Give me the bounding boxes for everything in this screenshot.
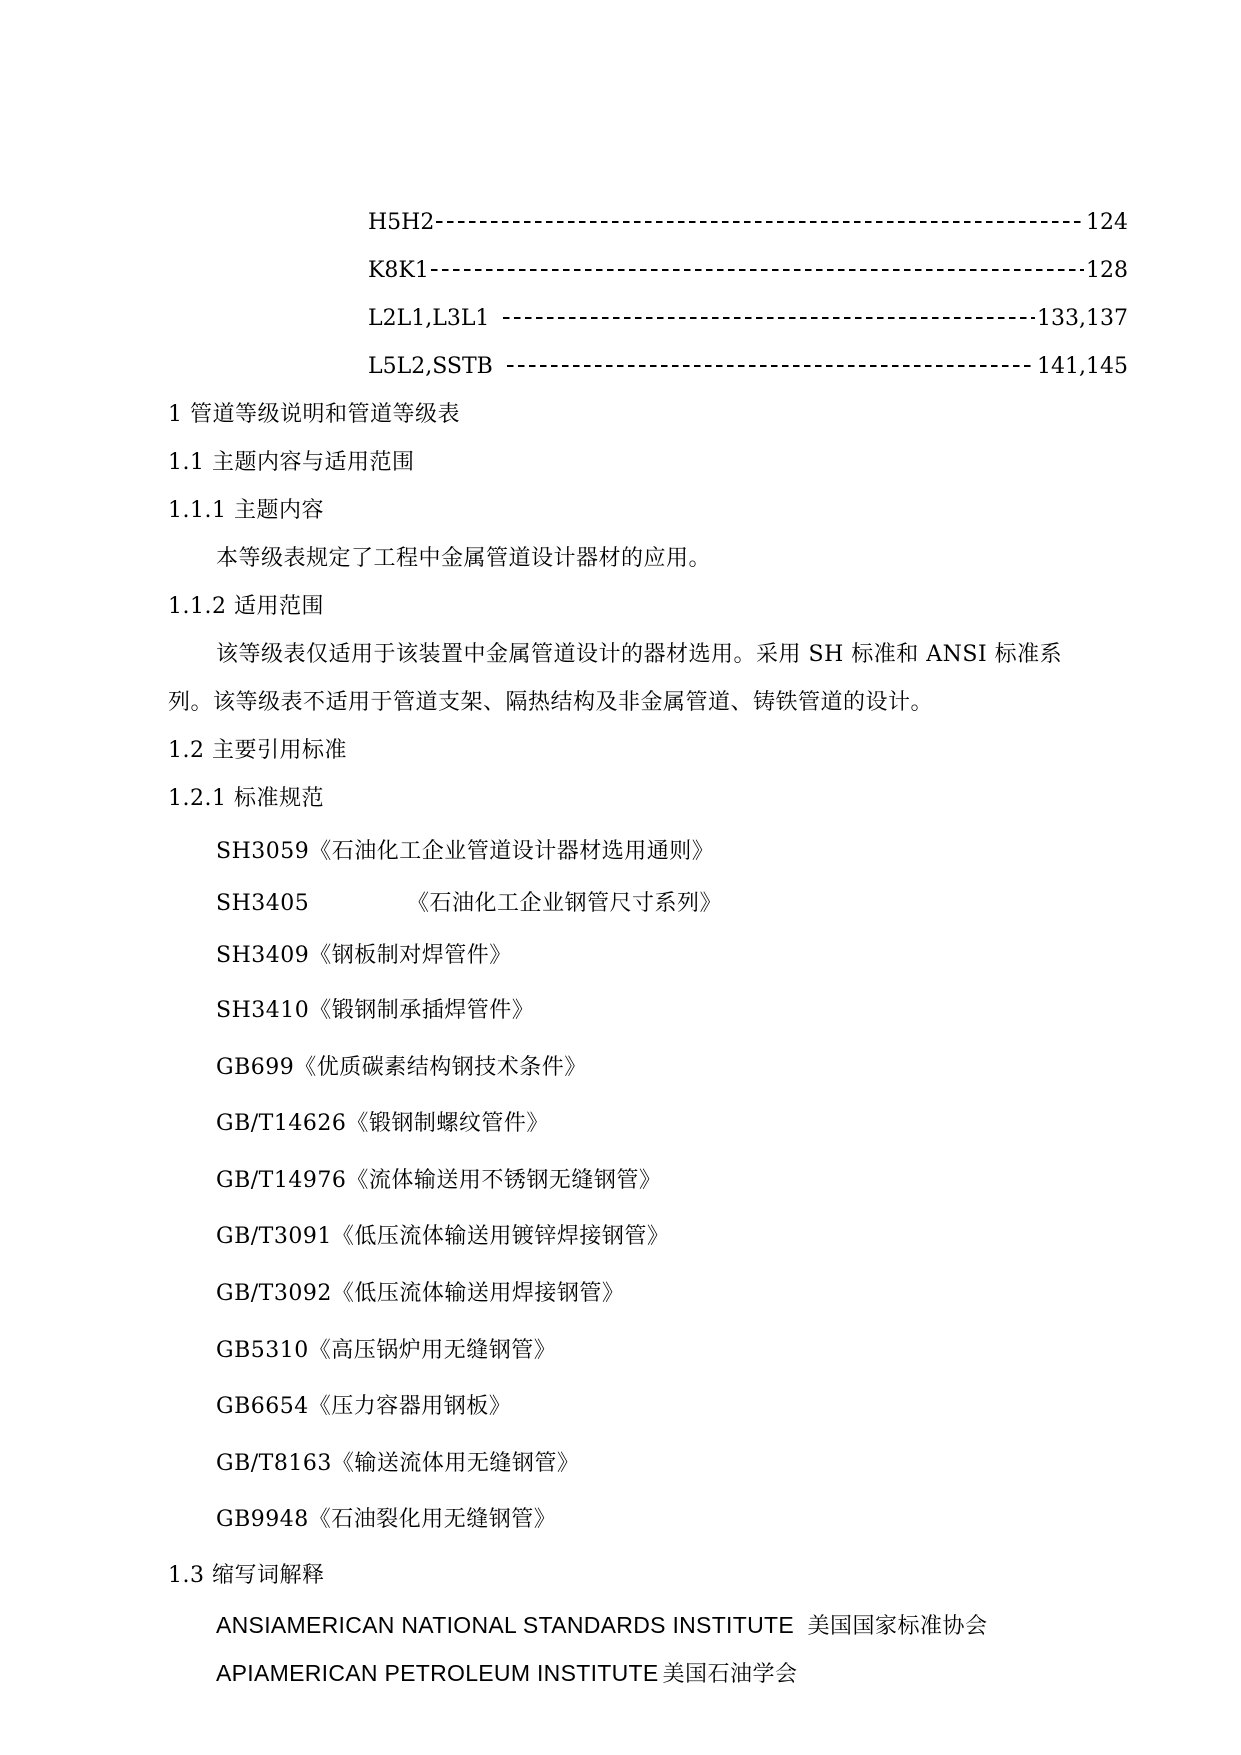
toc-entry-page: 128 (1086, 257, 1128, 283)
section-heading-1-3: 1.3 缩写词解释 (168, 1563, 325, 1588)
toc-leader-dashes (431, 269, 1084, 271)
standard-item (216, 1336, 556, 1366)
standard-code: SH3410 (216, 998, 310, 1023)
section-heading-1-2: 1.2 主要引用标准 (168, 738, 347, 763)
standard-code: GB9948 (216, 1507, 309, 1532)
standard-code: GB/T14626 (216, 1111, 347, 1136)
standard-title: 《锻钢制螺纹管件》 (346, 1111, 549, 1136)
standard-title: 《高压锅炉用无缝钢管》 (308, 1338, 557, 1363)
toc-entry-label: L5L2,SSTB (368, 353, 493, 379)
standard-item (216, 996, 534, 1026)
toc-leader-dashes (503, 317, 1035, 319)
section-heading-1-1: 1.1 主题内容与适用范围 (168, 450, 415, 475)
standard-title: 《石油裂化用无缝钢管》 (308, 1507, 557, 1532)
standard-item (216, 1222, 669, 1252)
toc-entry-label: H5H2 (368, 209, 435, 235)
toc-entry[interactable] (368, 207, 1128, 237)
standard-item (216, 1505, 556, 1535)
standard-item (216, 837, 714, 867)
standard-title: 《低压流体输送用镀锌焊接钢管》 (331, 1224, 670, 1249)
standard-code: SH3059 (216, 839, 310, 864)
standard-code: GB5310 (216, 1338, 309, 1363)
standard-item (216, 941, 512, 971)
standard-item (216, 889, 722, 919)
standard-title: 《压力容器用钢板》 (308, 1394, 512, 1419)
standard-code: GB699 (216, 1055, 295, 1080)
abbreviation-term: ANSIAMERICAN NATIONAL STANDARDS INSTITUTE (216, 1612, 794, 1638)
toc-entry[interactable] (368, 255, 1128, 285)
paragraph-scope-line-2: 列。该等级表不适用于管道支架、隔热结构及非金属管道、铸铁管道的设计。 (168, 690, 934, 715)
toc-entry-page: 133,137 (1037, 305, 1128, 331)
standard-title: 《低压流体输送用焊接钢管》 (331, 1281, 625, 1306)
toc-entry[interactable] (368, 303, 1128, 333)
standard-title: 《石油化工企业管道设计器材选用通则》 (309, 839, 715, 864)
abbreviation-meaning: 美国石油学会 (662, 1662, 798, 1687)
toc-entry-label: L2L1,L3L1 (368, 305, 490, 331)
section-heading-1: 1 管道等级说明和管道等级表 (168, 402, 460, 427)
abbreviation-item (216, 1610, 988, 1642)
standard-title: 《钢板制对焊管件》 (309, 943, 512, 968)
standard-title: 《输送流体用无缝钢管》 (331, 1451, 580, 1476)
standard-title: 《流体输送用不锈钢无缝钢管》 (346, 1168, 662, 1193)
toc-entry-page: 124 (1086, 209, 1128, 235)
standard-title: 《锻钢制承插焊管件》 (309, 998, 535, 1023)
paragraph-subject-content: 本等级表规定了工程中金属管道设计器材的应用。 (216, 546, 712, 571)
standard-code: SH3409 (216, 943, 310, 968)
standard-code: GB/T3091 (216, 1224, 332, 1249)
section-heading-1-2-1: 1.2.1 标准规范 (168, 786, 324, 811)
standard-item (216, 1053, 587, 1083)
standard-item (216, 1279, 624, 1309)
paragraph-scope-line-1: 该等级表仅适用于该装置中金属管道设计的器材选用。采用 SH 标准和 ANSI 标准系 (216, 642, 1063, 667)
toc-leader-dashes (436, 221, 1084, 223)
abbreviation-item (216, 1658, 798, 1690)
standard-code: GB/T3092 (216, 1281, 332, 1306)
toc-entry-page: 141,145 (1037, 353, 1128, 379)
standard-item (216, 1109, 549, 1139)
section-heading-1-1-2: 1.1.2 适用范围 (168, 594, 324, 619)
standard-code: GB6654 (216, 1394, 309, 1419)
standard-title: 《优质碳素结构钢技术条件》 (294, 1055, 587, 1080)
standard-item (216, 1392, 511, 1422)
standard-code: GB/T8163 (216, 1451, 332, 1476)
standard-item (216, 1449, 579, 1479)
section-heading-1-1-1: 1.1.1 主题内容 (168, 498, 324, 523)
abbreviation-meaning: 美国国家标准协会 (807, 1614, 988, 1639)
standard-code: SH3405 (216, 891, 310, 916)
standard-title: 《石油化工企业钢管尺寸系列》 (407, 891, 723, 916)
toc-entry[interactable] (368, 351, 1128, 381)
standard-code: GB/T14976 (216, 1168, 347, 1193)
toc-leader-dashes (507, 365, 1035, 367)
standard-item (216, 1166, 661, 1196)
toc-entry-label: K8K1 (368, 257, 429, 283)
abbreviation-term: APIAMERICAN PETROLEUM INSTITUTE (216, 1660, 659, 1686)
